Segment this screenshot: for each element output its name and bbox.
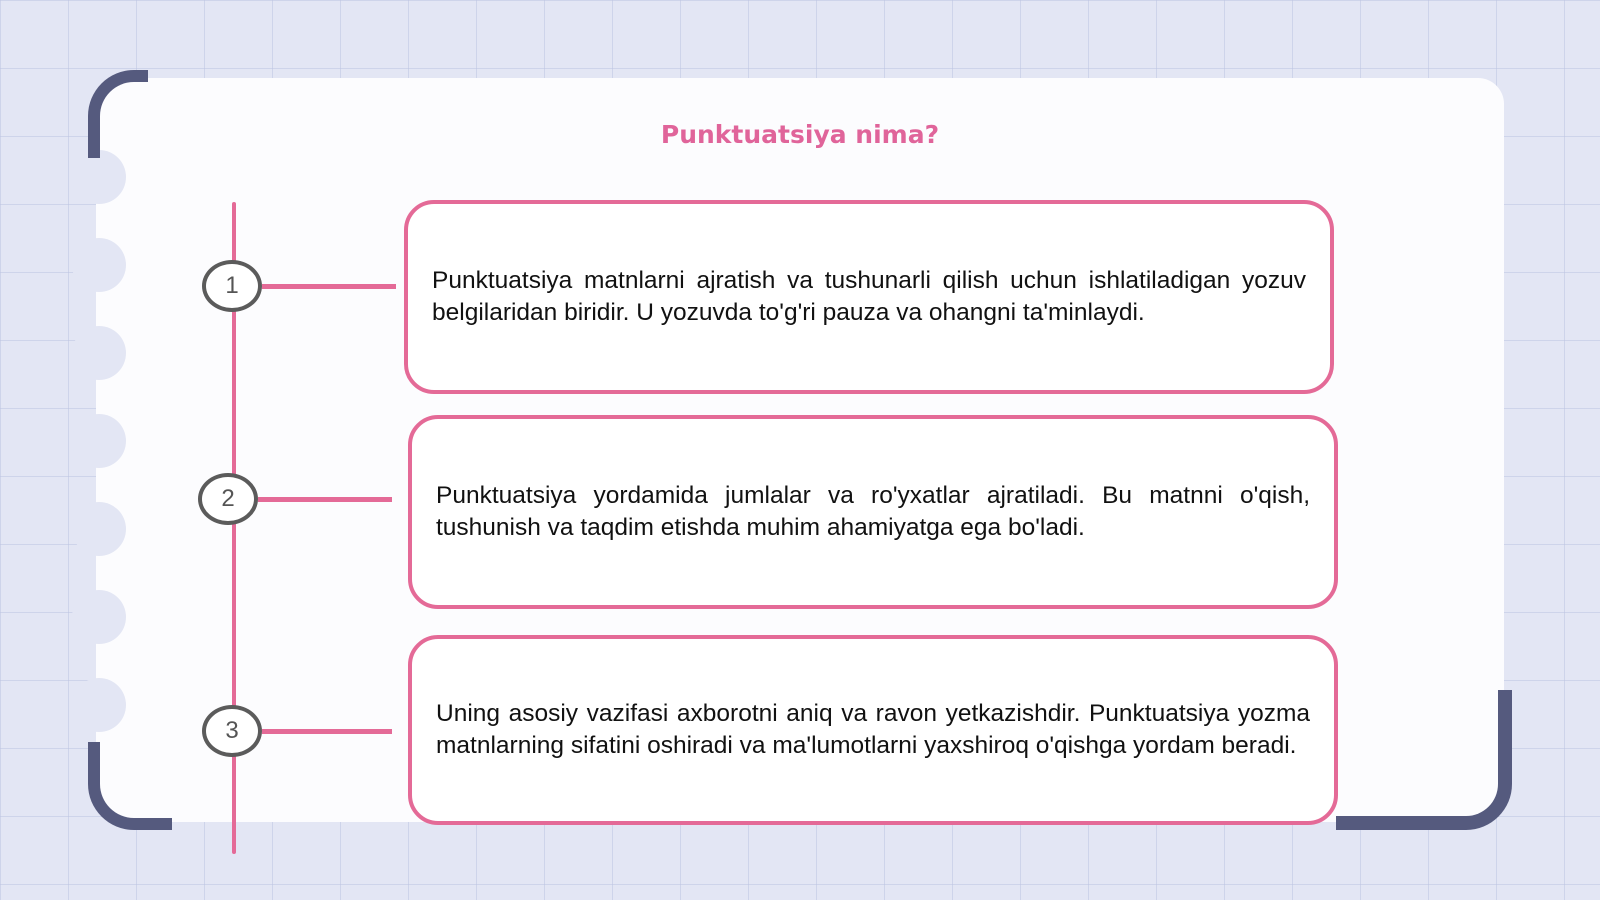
card-edge-scallop (72, 414, 126, 468)
timeline-connector (258, 497, 392, 502)
info-box-3 (408, 635, 1338, 825)
step-number-2: 2 (198, 473, 258, 525)
card-edge-scallop (72, 150, 126, 204)
corner-bracket-bottom-left (88, 742, 172, 830)
card-edge-scallop (72, 590, 126, 644)
card-edge-scallop (72, 238, 126, 292)
info-box-1 (404, 200, 1334, 394)
step-number-1: 1 (202, 260, 262, 312)
info-box-2 (408, 415, 1338, 609)
timeline-connector (262, 729, 392, 734)
card-edge-scallop (72, 678, 126, 732)
card-edge-scallop (72, 326, 126, 380)
slide-title: Punktuatsiya nima? (660, 120, 940, 149)
corner-bracket-top-left (88, 70, 148, 158)
card-edge-scallop (72, 502, 126, 556)
corner-bracket-bottom-right (1336, 690, 1512, 830)
step-number-3: 3 (202, 705, 262, 757)
info-text-3: Uning asosiy vazifasi axborotni aniq va ravon yetkazishdir. Punktuatsiya yozma matnlarning sifatini oshiradi va ma'lumotlarni yaxshiroq o'qishga yordam beradi. (436, 700, 1310, 759)
info-text-2: Punktuatsiya yordamida jumlalar va ro'yxatlar ajratiladi. Bu matnni o'qish, tushunish va taqdim etishda muhim ahamiyatga ega bo'ladi. (436, 482, 1310, 541)
info-text-1: Punktuatsiya matnlarni ajratish va tushunarli qilish uchun ishlatiladigan yozuv belgilaridan biridir. U yozuvda to'g'ri pauza va ohangni ta'minlaydi. (432, 267, 1306, 326)
timeline-connector (262, 284, 396, 289)
